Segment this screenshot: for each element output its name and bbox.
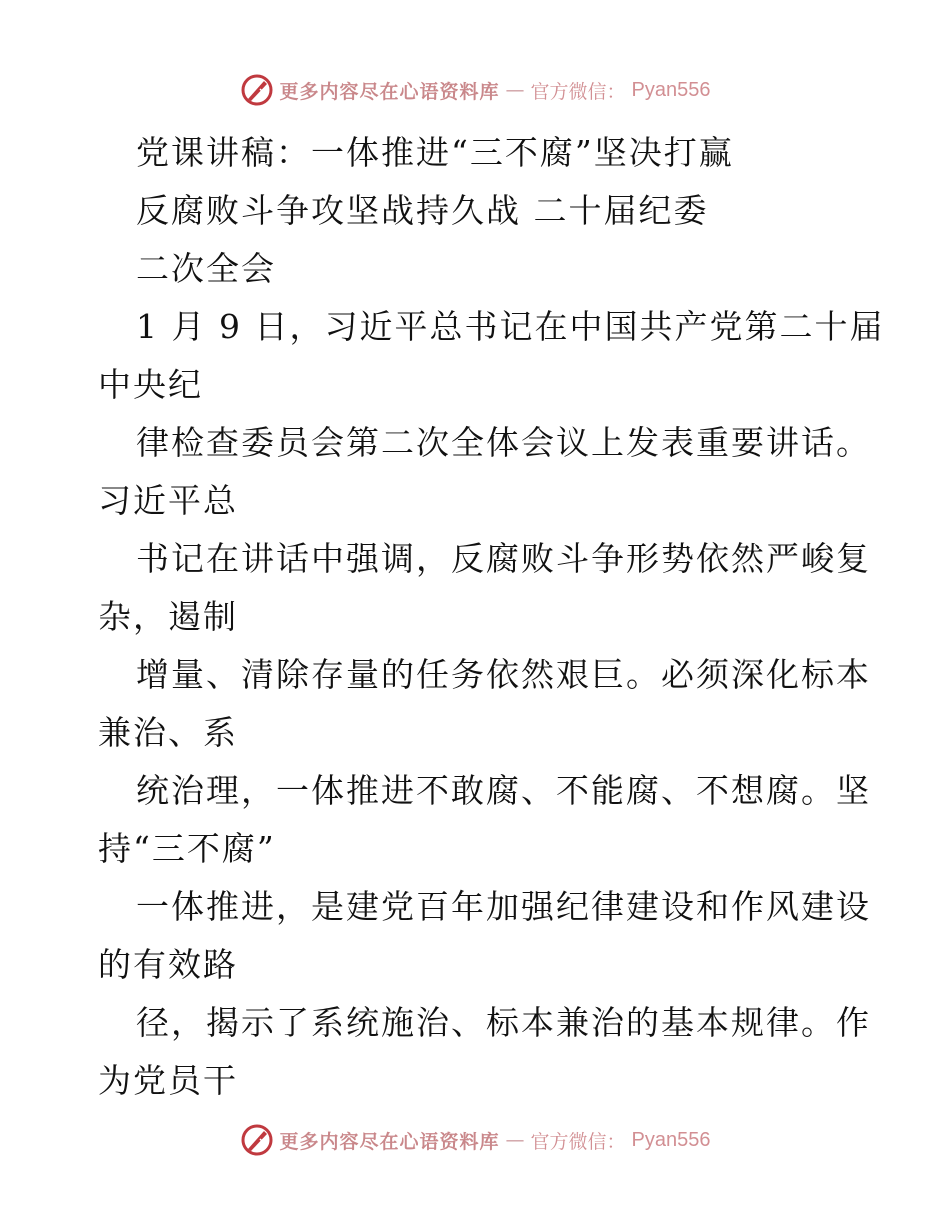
wechat-id: Pyan556 [631, 78, 711, 101]
title-line-1: 党课讲稿：一体推进“三不腐”坚决打赢 [136, 133, 734, 172]
paragraph-line: 持“三不腐” [98, 829, 276, 868]
brand-text: 更多内容尽在心语资料库 [279, 1130, 500, 1153]
footer-banner [0, 1120, 950, 1160]
wechat-label: 官方微信： [530, 80, 626, 103]
paragraph-line: 统治理，一体推进不敢腐、不能腐、不想腐。坚 [136, 771, 871, 810]
paragraph-line: 律检查委员会第二次全体会议上发表重要讲话。 [136, 423, 871, 462]
paragraph-line: 书记在讲话中强调，反腐败斗争形势依然严峻复 [136, 539, 871, 578]
paragraph-line: 为党员干 [98, 1061, 238, 1100]
paragraph-line: 中央纪 [98, 365, 203, 404]
paragraph-line: 兼治、系 [98, 713, 238, 752]
header-banner [0, 70, 950, 110]
feather-pen-icon [240, 1123, 274, 1157]
paragraph-line: 的有效路 [98, 945, 238, 984]
title-line-2: 反腐败斗争攻坚战持久战 二十届纪委 [136, 191, 709, 230]
wechat-label: 官方微信： [530, 1130, 626, 1153]
title-line-3: 二次全会 [136, 249, 276, 288]
paragraph-line: 1 月 9 日，习近平总书记在中国共产党第二十届 [136, 307, 885, 346]
banner-dash: — [505, 79, 525, 101]
paragraph-line: 一体推进，是建党百年加强纪律建设和作风建设 [136, 887, 871, 926]
wechat-id: Pyan556 [631, 1128, 711, 1151]
brand-text: 更多内容尽在心语资料库 [279, 80, 500, 103]
paragraph-line: 增量、清除存量的任务依然艰巨。必须深化标本 [136, 655, 871, 694]
paragraph-line: 径，揭示了系统施治、标本兼治的基本规律。作 [136, 1003, 871, 1042]
paragraph-line: 杂，遏制 [98, 597, 238, 636]
document-body [98, 124, 885, 1110]
banner-dash: — [505, 1129, 525, 1151]
feather-pen-icon [240, 73, 274, 107]
paragraph-line: 习近平总 [98, 481, 238, 520]
